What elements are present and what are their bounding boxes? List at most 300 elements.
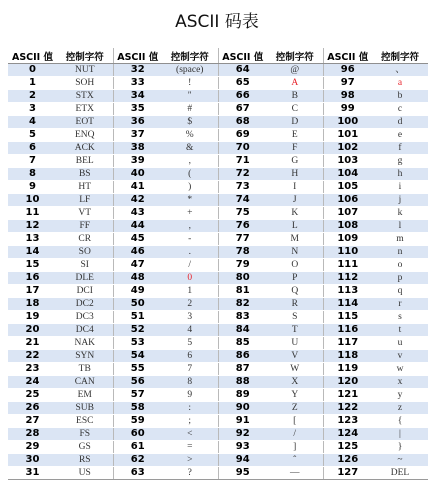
control-char-cell: LF xyxy=(57,194,113,207)
ascii-value-cell: 126 xyxy=(323,454,372,467)
control-char-cell: & xyxy=(162,142,218,155)
control-char-cell: c xyxy=(372,103,428,116)
ascii-value-cell: 45 xyxy=(113,233,162,246)
ascii-value-cell: 55 xyxy=(113,363,162,376)
control-char-cell: f xyxy=(372,142,428,155)
ascii-value-cell: 83 xyxy=(218,311,267,324)
control-char-cell: / xyxy=(162,259,218,272)
control-char-cell: D xyxy=(267,116,323,129)
control-char-cell: R xyxy=(267,298,323,311)
table-row xyxy=(8,246,428,259)
ascii-value-cell: 46 xyxy=(113,246,162,259)
control-char-cell: ] xyxy=(267,441,323,454)
control-char-cell: - xyxy=(162,233,218,246)
ascii-value-cell: 44 xyxy=(113,220,162,233)
control-char-cell: { xyxy=(372,415,428,428)
control-char-cell: FS xyxy=(57,428,113,441)
control-char-cell: FF xyxy=(57,220,113,233)
control-char-cell: SI xyxy=(57,259,113,272)
ascii-value-cell: 14 xyxy=(8,246,57,259)
control-char-cell: U xyxy=(267,337,323,350)
ascii-value-cell: 127 xyxy=(323,467,372,480)
control-char-cell: O xyxy=(267,259,323,272)
ascii-value-cell: 115 xyxy=(323,311,372,324)
control-char-cell: NAK xyxy=(57,337,113,350)
control-char-cell: e xyxy=(372,129,428,142)
table-row xyxy=(8,454,428,467)
ascii-value-cell: 80 xyxy=(218,272,267,285)
control-char-cell: Z xyxy=(267,402,323,415)
ascii-value-cell: 2 xyxy=(8,90,57,103)
control-char-cell: . xyxy=(162,246,218,259)
control-char-cell: EM xyxy=(57,389,113,402)
control-char-cell: CR xyxy=(57,233,113,246)
control-char-cell: SYN xyxy=(57,350,113,363)
ascii-value-cell: 110 xyxy=(323,246,372,259)
ascii-value-cell: 19 xyxy=(8,311,57,324)
ascii-value-cell: 53 xyxy=(113,337,162,350)
control-char-cell: x xyxy=(372,376,428,389)
ascii-value-cell: 84 xyxy=(218,324,267,337)
control-char-cell: l xyxy=(372,220,428,233)
control-char-cell: 、 xyxy=(372,64,428,77)
header-ascii-value: ASCII 值 xyxy=(113,48,162,64)
control-char-cell: EOT xyxy=(57,116,113,129)
control-char-cell: w xyxy=(372,363,428,376)
control-char-cell: Q xyxy=(267,285,323,298)
ascii-value-cell: 21 xyxy=(8,337,57,350)
ascii-value-cell: 9 xyxy=(8,181,57,194)
ascii-value-cell: 8 xyxy=(8,168,57,181)
table-row xyxy=(8,168,428,181)
ascii-value-cell: 12 xyxy=(8,220,57,233)
ascii-value-cell: 74 xyxy=(218,194,267,207)
control-char-cell: 4 xyxy=(162,324,218,337)
control-char-cell: L xyxy=(267,220,323,233)
control-char-cell: SOH xyxy=(57,77,113,90)
ascii-value-cell: 75 xyxy=(218,207,267,220)
table-row xyxy=(8,155,428,168)
ascii-value-cell: 88 xyxy=(218,376,267,389)
control-char-cell: h xyxy=(372,168,428,181)
table-row xyxy=(8,428,428,441)
ascii-value-cell: 10 xyxy=(8,194,57,207)
control-char-cell: 8 xyxy=(162,376,218,389)
control-char-cell: , xyxy=(162,155,218,168)
ascii-value-cell: 125 xyxy=(323,441,372,454)
ascii-value-cell: 56 xyxy=(113,376,162,389)
ascii-value-cell: 102 xyxy=(323,142,372,155)
ascii-value-cell: 89 xyxy=(218,389,267,402)
control-char-cell: $ xyxy=(162,116,218,129)
table-row xyxy=(8,467,428,480)
ascii-value-cell: 67 xyxy=(218,103,267,116)
ascii-value-cell: 123 xyxy=(323,415,372,428)
ascii-value-cell: 32 xyxy=(113,64,162,77)
ascii-table-body xyxy=(8,64,428,480)
ascii-value-cell: 95 xyxy=(218,467,267,480)
control-char-cell: ˆ xyxy=(267,454,323,467)
table-row xyxy=(8,441,428,454)
ascii-value-cell: 1 xyxy=(8,77,57,90)
ascii-value-cell: 112 xyxy=(323,272,372,285)
ascii-value-cell: 105 xyxy=(323,181,372,194)
ascii-value-cell: 29 xyxy=(8,441,57,454)
control-char-cell: CAN xyxy=(57,376,113,389)
ascii-value-cell: 109 xyxy=(323,233,372,246)
ascii-value-cell: 6 xyxy=(8,142,57,155)
control-char-cell: S xyxy=(267,311,323,324)
control-char-cell: t xyxy=(372,324,428,337)
ascii-value-cell: 108 xyxy=(323,220,372,233)
table-row xyxy=(8,272,428,285)
control-char-cell: ~ xyxy=(372,454,428,467)
ascii-value-cell: 42 xyxy=(113,194,162,207)
table-row xyxy=(8,350,428,363)
control-char-cell: d xyxy=(372,116,428,129)
ascii-value-cell: 22 xyxy=(8,350,57,363)
control-char-cell: , xyxy=(162,220,218,233)
control-char-cell: y xyxy=(372,389,428,402)
ascii-value-cell: 93 xyxy=(218,441,267,454)
control-char-cell: DC4 xyxy=(57,324,113,337)
ascii-value-cell: 114 xyxy=(323,298,372,311)
control-char-cell: 6 xyxy=(162,350,218,363)
control-char-cell: q xyxy=(372,285,428,298)
control-char-cell: N xyxy=(267,246,323,259)
ascii-value-cell: 111 xyxy=(323,259,372,272)
control-char-cell: * xyxy=(162,194,218,207)
control-char-cell: M xyxy=(267,233,323,246)
control-char-cell: [ xyxy=(267,415,323,428)
control-char-cell: B xyxy=(267,90,323,103)
ascii-value-cell: 91 xyxy=(218,415,267,428)
control-char-cell: j xyxy=(372,194,428,207)
ascii-value-cell: 52 xyxy=(113,324,162,337)
ascii-value-cell: 3 xyxy=(8,103,57,116)
control-char-cell: + xyxy=(162,207,218,220)
control-char-cell: SO xyxy=(57,246,113,259)
ascii-value-cell: 37 xyxy=(113,129,162,142)
ascii-value-cell: 57 xyxy=(113,389,162,402)
control-char-cell: } xyxy=(372,441,428,454)
control-char-cell: 1 xyxy=(162,285,218,298)
table-row xyxy=(8,194,428,207)
header-control-char: 控制字符 xyxy=(372,48,428,64)
control-char-cell: @ xyxy=(267,64,323,77)
ascii-value-cell: 30 xyxy=(8,454,57,467)
ascii-value-cell: 26 xyxy=(8,402,57,415)
ascii-value-cell: 4 xyxy=(8,116,57,129)
ascii-value-cell: 119 xyxy=(323,363,372,376)
ascii-value-cell: 76 xyxy=(218,220,267,233)
ascii-value-cell: 54 xyxy=(113,350,162,363)
table-row xyxy=(8,324,428,337)
control-char-cell: US xyxy=(57,467,113,480)
ascii-value-cell: 48 xyxy=(113,272,162,285)
table-row xyxy=(8,129,428,142)
table-row xyxy=(8,233,428,246)
ascii-value-cell: 90 xyxy=(218,402,267,415)
ascii-value-cell: 64 xyxy=(218,64,267,77)
ascii-value-cell: 116 xyxy=(323,324,372,337)
ascii-value-cell: 82 xyxy=(218,298,267,311)
control-char-cell: o xyxy=(372,259,428,272)
table-row xyxy=(8,363,428,376)
control-char-cell: 7 xyxy=(162,363,218,376)
ascii-value-cell: 34 xyxy=(113,90,162,103)
control-char-cell: # xyxy=(162,103,218,116)
header-ascii-value: ASCII 值 xyxy=(8,48,57,64)
ascii-value-cell: 96 xyxy=(323,64,372,77)
ascii-value-cell: 65 xyxy=(218,77,267,90)
table-row xyxy=(8,220,428,233)
control-char-cell: u xyxy=(372,337,428,350)
ascii-value-cell: 78 xyxy=(218,246,267,259)
control-char-cell: I xyxy=(267,181,323,194)
ascii-value-cell: 61 xyxy=(113,441,162,454)
control-char-cell: ! xyxy=(162,77,218,90)
ascii-value-cell: 24 xyxy=(8,376,57,389)
ascii-value-cell: 20 xyxy=(8,324,57,337)
table-row xyxy=(8,181,428,194)
control-char-cell: H xyxy=(267,168,323,181)
control-char-cell: T xyxy=(267,324,323,337)
control-char-cell: C xyxy=(267,103,323,116)
control-char-cell: A xyxy=(267,77,323,90)
control-char-cell: : xyxy=(162,402,218,415)
ascii-value-cell: 43 xyxy=(113,207,162,220)
control-char-cell: HT xyxy=(57,181,113,194)
control-char-cell: " xyxy=(162,90,218,103)
control-char-cell: k xyxy=(372,207,428,220)
ascii-value-cell: 33 xyxy=(113,77,162,90)
ascii-value-cell: 35 xyxy=(113,103,162,116)
ascii-value-cell: 69 xyxy=(218,129,267,142)
control-char-cell: = xyxy=(162,441,218,454)
control-char-cell: ACK xyxy=(57,142,113,155)
control-char-cell: v xyxy=(372,350,428,363)
control-char-cell: GS xyxy=(57,441,113,454)
page-title: ASCII 码表 xyxy=(175,12,259,32)
ascii-value-cell: 50 xyxy=(113,298,162,311)
control-char-cell: (space) xyxy=(162,64,218,77)
table-row xyxy=(8,402,428,415)
control-char-cell: DCI xyxy=(57,285,113,298)
control-char-cell: / xyxy=(267,428,323,441)
control-char-cell: BS xyxy=(57,168,113,181)
header-control-char: 控制字符 xyxy=(267,48,323,64)
table-row xyxy=(8,376,428,389)
control-char-cell: % xyxy=(162,129,218,142)
ascii-value-cell: 121 xyxy=(323,389,372,402)
ascii-value-cell: 118 xyxy=(323,350,372,363)
control-char-cell: X xyxy=(267,376,323,389)
ascii-table xyxy=(8,48,428,480)
ascii-value-cell: 92 xyxy=(218,428,267,441)
ascii-value-cell: 66 xyxy=(218,90,267,103)
control-char-cell: — xyxy=(267,467,323,480)
ascii-value-cell: 73 xyxy=(218,181,267,194)
control-char-cell: TB xyxy=(57,363,113,376)
table-row xyxy=(8,116,428,129)
control-char-cell: W xyxy=(267,363,323,376)
ascii-value-cell: 40 xyxy=(113,168,162,181)
control-char-cell: r xyxy=(372,298,428,311)
control-char-cell: VT xyxy=(57,207,113,220)
ascii-value-cell: 79 xyxy=(218,259,267,272)
ascii-value-cell: 28 xyxy=(8,428,57,441)
ascii-value-cell: 97 xyxy=(323,77,372,90)
control-char-cell: J xyxy=(267,194,323,207)
table-row xyxy=(8,285,428,298)
ascii-value-cell: 41 xyxy=(113,181,162,194)
control-char-cell: 9 xyxy=(162,389,218,402)
table-row xyxy=(8,311,428,324)
ascii-value-cell: 85 xyxy=(218,337,267,350)
control-char-cell: g xyxy=(372,155,428,168)
ascii-value-cell: 47 xyxy=(113,259,162,272)
control-char-cell: DLE xyxy=(57,272,113,285)
ascii-value-cell: 106 xyxy=(323,194,372,207)
ascii-value-cell: 70 xyxy=(218,142,267,155)
ascii-value-cell: 60 xyxy=(113,428,162,441)
control-char-cell: ENQ xyxy=(57,129,113,142)
control-char-cell: i xyxy=(372,181,428,194)
control-char-cell: m xyxy=(372,233,428,246)
control-char-cell: 3 xyxy=(162,311,218,324)
control-char-cell: > xyxy=(162,454,218,467)
control-char-cell: 0 xyxy=(162,272,218,285)
ascii-value-cell: 7 xyxy=(8,155,57,168)
control-char-cell: a xyxy=(372,77,428,90)
ascii-value-cell: 49 xyxy=(113,285,162,298)
ascii-value-cell: 103 xyxy=(323,155,372,168)
table-row xyxy=(8,90,428,103)
control-char-cell: 5 xyxy=(162,337,218,350)
control-char-cell: z xyxy=(372,402,428,415)
ascii-value-cell: 38 xyxy=(113,142,162,155)
control-char-cell: ESC xyxy=(57,415,113,428)
control-char-cell: Y xyxy=(267,389,323,402)
control-char-cell: G xyxy=(267,155,323,168)
control-char-cell: BEL xyxy=(57,155,113,168)
ascii-value-cell: 62 xyxy=(113,454,162,467)
control-char-cell: 2 xyxy=(162,298,218,311)
ascii-value-cell: 100 xyxy=(323,116,372,129)
control-char-cell: ; xyxy=(162,415,218,428)
control-char-cell: F xyxy=(267,142,323,155)
control-char-cell: SUB xyxy=(57,402,113,415)
ascii-value-cell: 16 xyxy=(8,272,57,285)
table-row xyxy=(8,298,428,311)
control-char-cell: RS xyxy=(57,454,113,467)
table-row xyxy=(8,207,428,220)
table-row xyxy=(8,64,428,77)
ascii-value-cell: 86 xyxy=(218,350,267,363)
control-char-cell: DC3 xyxy=(57,311,113,324)
control-char-cell: b xyxy=(372,90,428,103)
ascii-value-cell: 117 xyxy=(323,337,372,350)
control-char-cell: < xyxy=(162,428,218,441)
ascii-value-cell: 17 xyxy=(8,285,57,298)
control-char-cell: DC2 xyxy=(57,298,113,311)
control-char-cell: s xyxy=(372,311,428,324)
control-char-cell: NUT xyxy=(57,64,113,77)
ascii-value-cell: 71 xyxy=(218,155,267,168)
ascii-value-cell: 68 xyxy=(218,116,267,129)
ascii-value-cell: 15 xyxy=(8,259,57,272)
control-char-cell: ) xyxy=(162,181,218,194)
ascii-value-cell: 25 xyxy=(8,389,57,402)
ascii-value-cell: 63 xyxy=(113,467,162,480)
ascii-value-cell: 18 xyxy=(8,298,57,311)
header-ascii-value: ASCII 值 xyxy=(323,48,372,64)
ascii-value-cell: 59 xyxy=(113,415,162,428)
table-row xyxy=(8,415,428,428)
control-char-cell: ( xyxy=(162,168,218,181)
ascii-value-cell: 94 xyxy=(218,454,267,467)
ascii-value-cell: 36 xyxy=(113,116,162,129)
control-char-cell: | xyxy=(372,428,428,441)
ascii-value-cell: 87 xyxy=(218,363,267,376)
table-row xyxy=(8,103,428,116)
ascii-value-cell: 124 xyxy=(323,428,372,441)
table-row xyxy=(8,337,428,350)
control-char-cell: E xyxy=(267,129,323,142)
header-control-char: 控制字符 xyxy=(162,48,218,64)
ascii-value-cell: 99 xyxy=(323,103,372,116)
ascii-value-cell: 31 xyxy=(8,467,57,480)
control-char-cell: V xyxy=(267,350,323,363)
control-char-cell: ETX xyxy=(57,103,113,116)
table-row xyxy=(8,259,428,272)
ascii-value-cell: 23 xyxy=(8,363,57,376)
control-char-cell: ? xyxy=(162,467,218,480)
ascii-value-cell: 58 xyxy=(113,402,162,415)
ascii-value-cell: 120 xyxy=(323,376,372,389)
header-control-char: 控制字符 xyxy=(57,48,113,64)
header-ascii-value: ASCII 值 xyxy=(218,48,267,64)
table-row xyxy=(8,142,428,155)
control-char-cell: n xyxy=(372,246,428,259)
ascii-value-cell: 77 xyxy=(218,233,267,246)
ascii-value-cell: 0 xyxy=(8,64,57,77)
ascii-value-cell: 51 xyxy=(113,311,162,324)
ascii-value-cell: 13 xyxy=(8,233,57,246)
control-char-cell: K xyxy=(267,207,323,220)
ascii-value-cell: 11 xyxy=(8,207,57,220)
ascii-value-cell: 107 xyxy=(323,207,372,220)
table-row xyxy=(8,389,428,402)
control-char-cell: p xyxy=(372,272,428,285)
ascii-value-cell: 39 xyxy=(113,155,162,168)
ascii-value-cell: 98 xyxy=(323,90,372,103)
ascii-value-cell: 5 xyxy=(8,129,57,142)
control-char-cell: STX xyxy=(57,90,113,103)
header-row xyxy=(8,48,428,64)
control-char-cell: DEL xyxy=(372,467,428,480)
ascii-value-cell: 27 xyxy=(8,415,57,428)
ascii-value-cell: 81 xyxy=(218,285,267,298)
control-char-cell: P xyxy=(267,272,323,285)
ascii-value-cell: 101 xyxy=(323,129,372,142)
ascii-value-cell: 72 xyxy=(218,168,267,181)
ascii-value-cell: 122 xyxy=(323,402,372,415)
table-row xyxy=(8,77,428,90)
ascii-value-cell: 113 xyxy=(323,285,372,298)
ascii-value-cell: 104 xyxy=(323,168,372,181)
